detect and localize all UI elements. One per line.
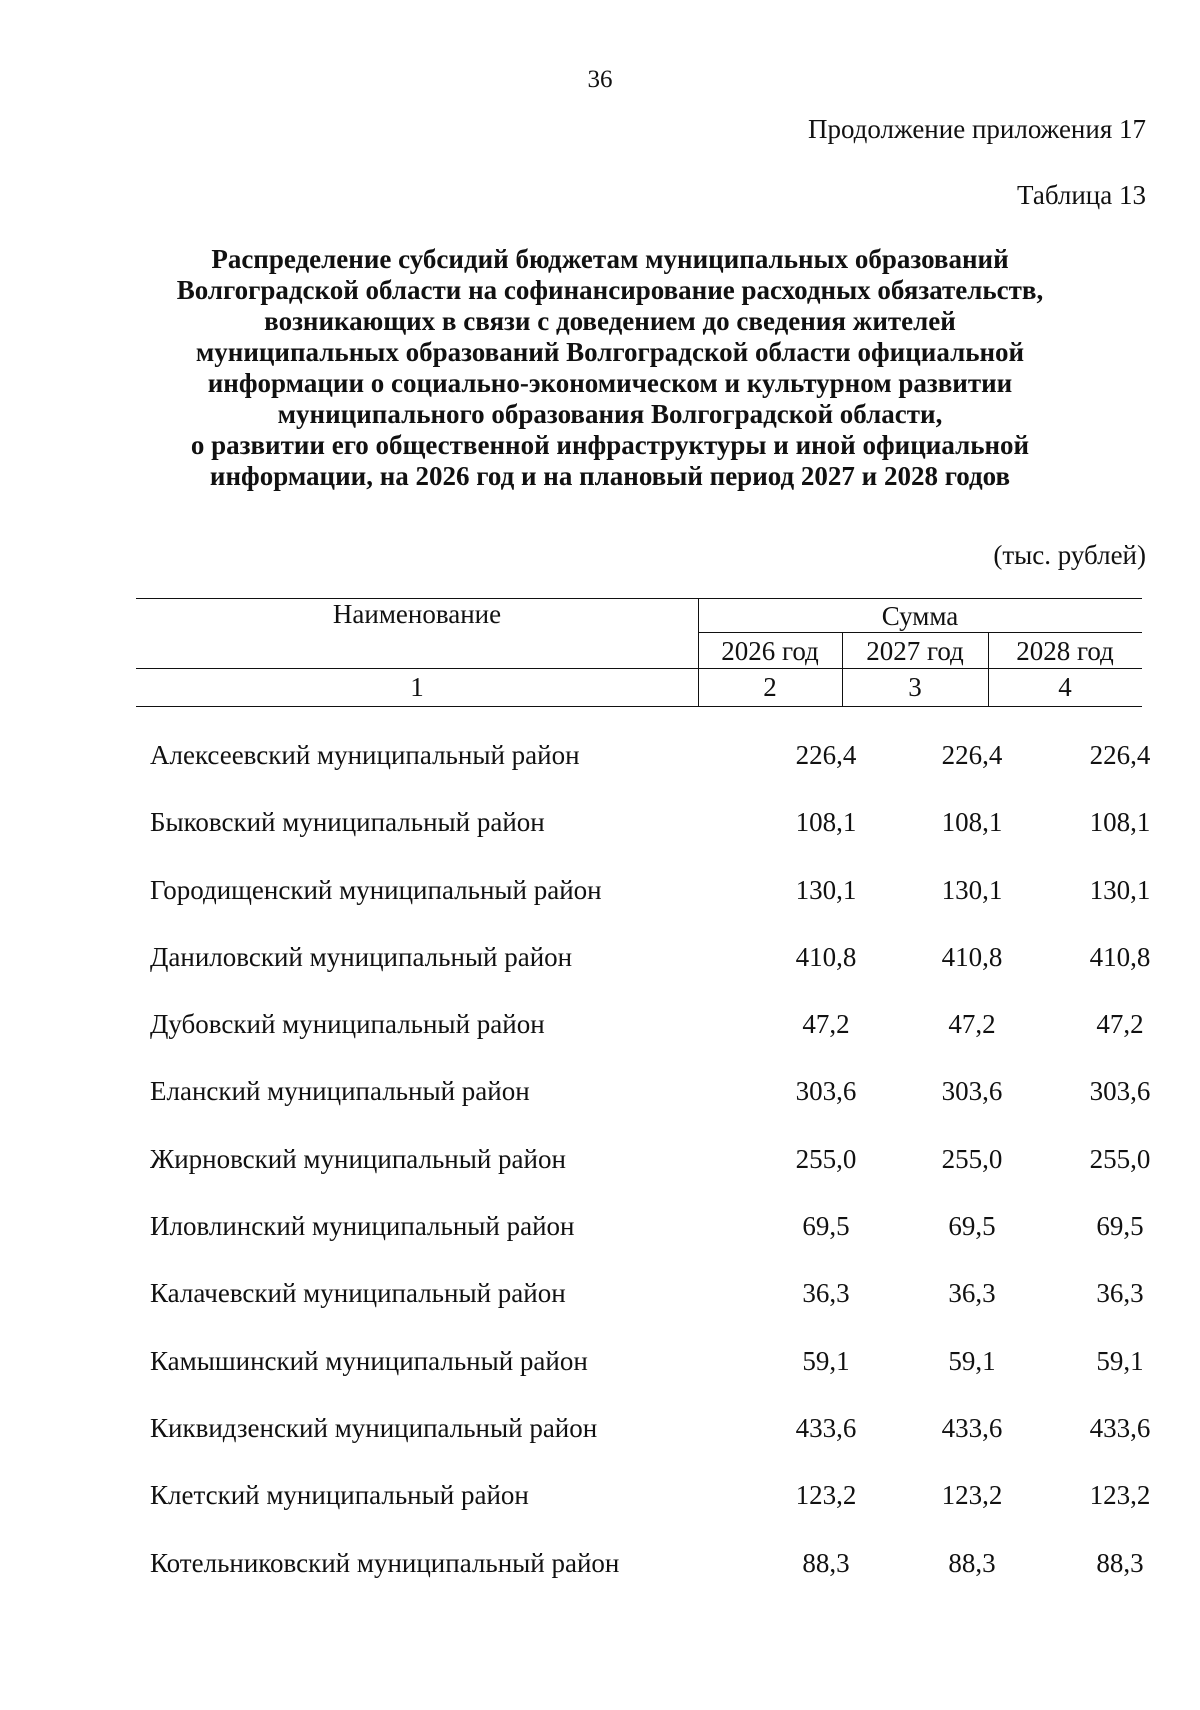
district-name: Дубовский муниципальный район — [150, 1009, 545, 1040]
district-name: Киквидзенский муниципальный район — [150, 1412, 598, 1443]
title-line: муниципальных образований Волгоградской области официальной — [195, 337, 1025, 367]
value-2028: 47,2 — [1096, 1009, 1144, 1040]
table-row — [150, 1534, 1144, 1601]
appendix-continuation: Продолжение приложения 17 — [807, 114, 1146, 144]
value-2028: 433,6 — [1089, 1412, 1151, 1443]
value-2027: 108,1 — [941, 807, 1003, 838]
value-2028: 108,1 — [1089, 807, 1151, 838]
header-rule-years — [136, 668, 1142, 669]
title-line: информации о социально-экономическом и культурном развитии — [207, 368, 1013, 398]
title-line: информации, на 2026 год и на плановый период 2027 и 2028 годов — [209, 461, 1011, 491]
district-name: Камышинский муниципальный район — [150, 1345, 588, 1376]
value-2027: 69,5 — [948, 1211, 996, 1242]
value-2026: 255,0 — [795, 1143, 857, 1174]
value-2026: 36,3 — [802, 1278, 850, 1309]
district-name: Калачевский муниципальный район — [150, 1278, 566, 1309]
value-2028: 36,3 — [1096, 1278, 1144, 1309]
header-col-number: 3 — [908, 672, 922, 702]
value-2028: 130,1 — [1089, 874, 1151, 905]
table-row — [150, 1264, 1144, 1331]
value-2027: 123,2 — [941, 1480, 1003, 1511]
document-title — [140, 244, 1080, 492]
district-name: Еланский муниципальный район — [150, 1076, 530, 1107]
value-2026: 69,5 — [802, 1211, 850, 1242]
district-name: Котельниковский муниципальный район — [150, 1547, 620, 1578]
value-2026: 108,1 — [795, 807, 857, 838]
value-2026: 410,8 — [795, 941, 857, 972]
district-name: Алексеевский муниципальный район — [150, 740, 580, 770]
value-2026: 59,1 — [802, 1345, 850, 1376]
value-2027: 410,8 — [941, 941, 1003, 972]
title-line: Волгоградской области на софинансирование расходных обязательств, — [176, 275, 1044, 305]
page-number: 36 — [587, 66, 613, 93]
table-row — [150, 1332, 1144, 1399]
table-row — [150, 1130, 1151, 1197]
value-2026: 226,4 — [795, 740, 857, 770]
value-2027: 433,6 — [941, 1412, 1003, 1443]
value-2027: 130,1 — [941, 874, 1003, 905]
header-rule-bottom — [136, 706, 1142, 707]
title-line: о развитии его общественной инфраструктуры и иной официальной — [190, 430, 1030, 460]
table-label: Таблица 13 — [1017, 180, 1146, 210]
district-name: Городищенский муниципальный район — [150, 874, 602, 905]
district-name: Быковский муниципальный район — [150, 807, 545, 838]
table-row — [150, 726, 1151, 793]
table-row — [150, 995, 1144, 1062]
value-2027: 36,3 — [948, 1278, 996, 1309]
table-row — [150, 928, 1151, 995]
header-sum: Сумма — [881, 601, 959, 631]
header-name: Наименование — [332, 599, 502, 629]
value-2027: 255,0 — [941, 1143, 1003, 1174]
table-header — [136, 598, 1142, 708]
value-2028: 69,5 — [1096, 1211, 1144, 1242]
district-name: Жирновский муниципальный район — [150, 1143, 566, 1174]
title-line: муниципального образования Волгоградской области, — [277, 399, 943, 429]
header-col-number: 2 — [763, 672, 777, 702]
header-year-2026: 2026 год — [721, 636, 819, 666]
header-col-number: 4 — [1058, 672, 1072, 702]
table-row — [150, 1466, 1151, 1533]
table-row — [150, 1062, 1151, 1129]
value-2028: 123,2 — [1089, 1480, 1151, 1511]
value-2026: 123,2 — [795, 1480, 857, 1511]
value-2028: 410,8 — [1089, 941, 1151, 972]
header-col-number: 1 — [410, 672, 424, 702]
table-body — [150, 726, 1151, 1601]
district-name: Даниловский муниципальный район — [150, 941, 573, 972]
header-year-2028: 2028 год — [1016, 636, 1114, 666]
value-2027: 88,3 — [948, 1547, 996, 1578]
header-year-2027: 2027 год — [866, 636, 964, 666]
district-name: Иловлинский муниципальный район — [150, 1211, 575, 1242]
header-rule-sum — [698, 632, 1142, 633]
value-2028: 303,6 — [1089, 1076, 1151, 1107]
value-2026: 433,6 — [795, 1412, 857, 1443]
table-row — [150, 1399, 1151, 1466]
value-2028: 226,4 — [1089, 740, 1151, 770]
value-2026: 130,1 — [795, 874, 857, 905]
value-2027: 47,2 — [948, 1009, 996, 1040]
district-name: Клетский муниципальный район — [150, 1480, 529, 1511]
value-2027: 226,4 — [941, 740, 1003, 770]
table-row — [150, 861, 1151, 928]
value-2026: 47,2 — [802, 1009, 850, 1040]
value-2028: 255,0 — [1089, 1143, 1151, 1174]
title-line: Распределение субсидий бюджетам муниципальных образований — [211, 244, 1009, 274]
value-2028: 88,3 — [1096, 1547, 1144, 1578]
value-2027: 303,6 — [941, 1076, 1003, 1107]
table-row — [150, 1197, 1144, 1264]
value-2028: 59,1 — [1096, 1345, 1144, 1376]
value-2026: 303,6 — [795, 1076, 857, 1107]
title-line: возникающих в связи с доведением до сведения жителей — [264, 306, 956, 336]
units-label: (тыс. рублей) — [993, 540, 1146, 570]
value-2027: 59,1 — [948, 1345, 996, 1376]
value-2026: 88,3 — [802, 1547, 850, 1578]
table-row — [150, 793, 1151, 860]
